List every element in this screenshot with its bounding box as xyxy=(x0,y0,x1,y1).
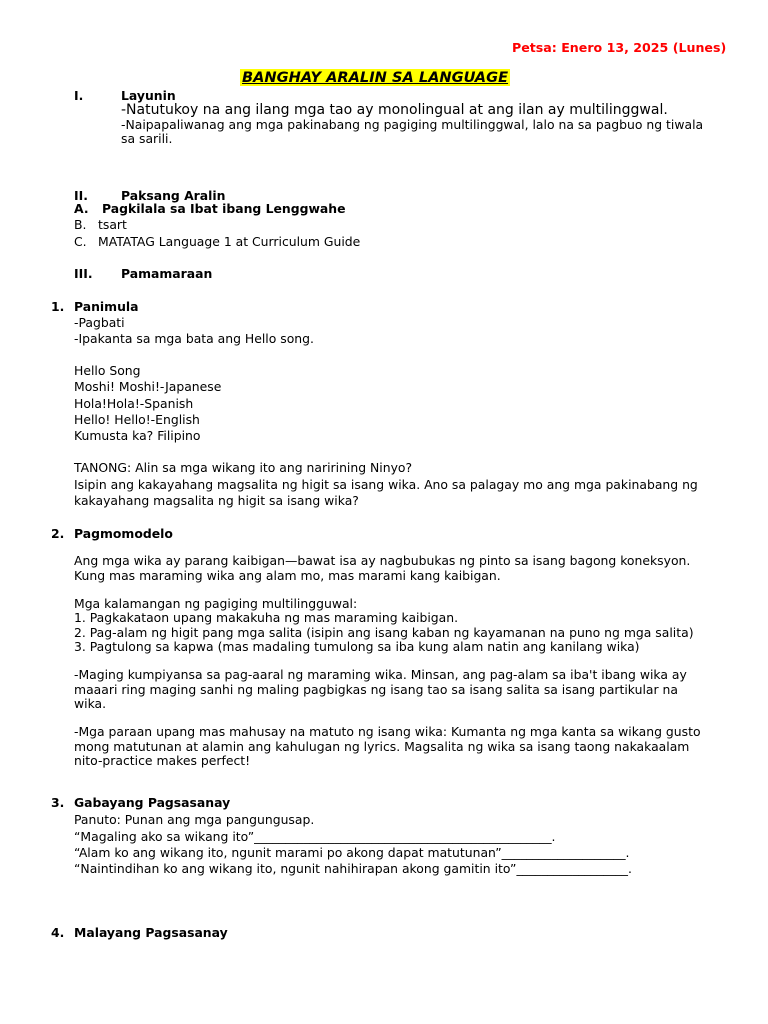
objective-1: -Natutukoy na ang ilang mga tao ay monolingual at ang ilan ay multilinggwal. xyxy=(121,102,668,118)
text-line: kakayahang magsalita ng higit sa isang wika? xyxy=(74,493,359,508)
lesson-date: Petsa: Enero 13, 2025 (Lunes) xyxy=(512,40,727,55)
song-line: Moshi! Moshi!-Japanese xyxy=(74,379,222,394)
step-heading-gabay: Gabayang Pagsasanay xyxy=(74,795,231,810)
fill-in-item: “Magaling ako sa wikang ito”________________________________________________. xyxy=(74,829,556,844)
text-line: -Ipakanta sa mga bata ang Hello song. xyxy=(74,331,314,346)
text-line: Kung mas maraming wika ang alam mo, mas marami kang kaibigan. xyxy=(74,568,501,583)
step-heading-pagmomodelo: Pagmomodelo xyxy=(74,526,173,541)
song-line: Hola!Hola!-Spanish xyxy=(74,396,194,411)
topic-a: Pagkilala sa Ibat ibang Lenggwahe xyxy=(102,201,346,216)
item-label: B. xyxy=(74,217,87,232)
text-line: wika. xyxy=(74,696,107,711)
document-title xyxy=(240,70,510,86)
objective-2: -Naipapaliwanag ang mga pakinabang ng pagiging multilinggwal, lalo na sa pagbuo ng tiwala xyxy=(121,117,704,132)
text-line: maaari ring maging sanhi ng maling pagbigkas ng isang tao sa isang salita sa isang partikular na xyxy=(74,682,678,697)
section-number: III. xyxy=(74,266,93,281)
text-line: -Maging kumpiyansa sa pag-aaral ng maraming wika. Minsan, ang pag-alam sa iba't ibang wika ay xyxy=(74,667,687,682)
topic-b: tsart xyxy=(98,217,127,232)
list-item: 1. Pagkakataon upang makakuha ng mas maraming kaibigan. xyxy=(74,610,459,625)
step-number: 4. xyxy=(51,925,65,940)
text-line: Isipin ang kakayahang magsalita ng higit sa isang wika. Ano sa palagay mo ang mga pakinabang ng xyxy=(74,477,698,492)
step-number: 3. xyxy=(51,795,65,810)
text-line: mong matutunan at alamin ang kahulugan ng lyrics. Magsalita ng wika sa isang taong nakakaalam xyxy=(74,739,690,754)
instruction-line: Panuto: Punan ang mga pangungusap. xyxy=(74,812,315,827)
section-heading-paksa: Paksang Aralin xyxy=(121,188,226,203)
song-line: Hello Song xyxy=(74,363,141,378)
topic-c: MATATAG Language 1 at Curriculum Guide xyxy=(98,234,361,249)
text-line: -Pagbati xyxy=(74,315,125,330)
item-label: A. xyxy=(74,201,89,216)
title-text: BANGHAY ARALIN SA LANGUAGE xyxy=(242,69,509,86)
objective-2-cont: sa sarili. xyxy=(121,131,173,146)
question-line: TANONG: Alin sa mga wikang ito ang naririning Ninyo? xyxy=(74,460,413,475)
section-heading-pamamaraan: Pamamaraan xyxy=(121,266,213,281)
item-label: C. xyxy=(74,234,87,249)
text-line: Ang mga wika ay parang kaibigan—bawat isa ay nagbubukas ng pinto sa isang bagong koneksyon. xyxy=(74,553,691,568)
step-number: 1. xyxy=(51,299,65,314)
fill-in-item: “Naintindihan ko ang wikang ito, ngunit nahihirapan akong gamitin ito”__________________. xyxy=(74,861,632,876)
text-line: -Mga paraan upang mas mahusay na matuto ng isang wika: Kumanta ng mga kanta sa wikang gusto xyxy=(74,724,701,739)
song-line: Kumusta ka? Filipino xyxy=(74,428,201,443)
text-line: nito-practice makes perfect! xyxy=(74,753,251,768)
section-number: I. xyxy=(74,88,84,103)
section-heading-layunin: Layunin xyxy=(121,88,176,103)
list-item: 2. Pag-alam ng higit pang mga salita (isipin ang isang kaban ng kayamanan na puno ng mga salita) xyxy=(74,625,694,640)
step-heading-malaya: Malayang Pagsasanay xyxy=(74,925,228,940)
list-item: 3. Pagtulong sa kapwa (mas madaling tumulong sa iba kung alam natin ang kanilang wika) xyxy=(74,639,640,654)
song-line: Hello! Hello!-English xyxy=(74,412,200,427)
fill-in-item: “Alam ko ang wikang ito, ngunit marami po akong dapat matutunan”____________________. xyxy=(74,845,630,860)
list-heading: Mga kalamangan ng pagiging multilingguwal: xyxy=(74,596,358,611)
section-number: II. xyxy=(74,188,88,203)
step-heading-panimula: Panimula xyxy=(74,299,139,314)
step-number: 2. xyxy=(51,526,65,541)
